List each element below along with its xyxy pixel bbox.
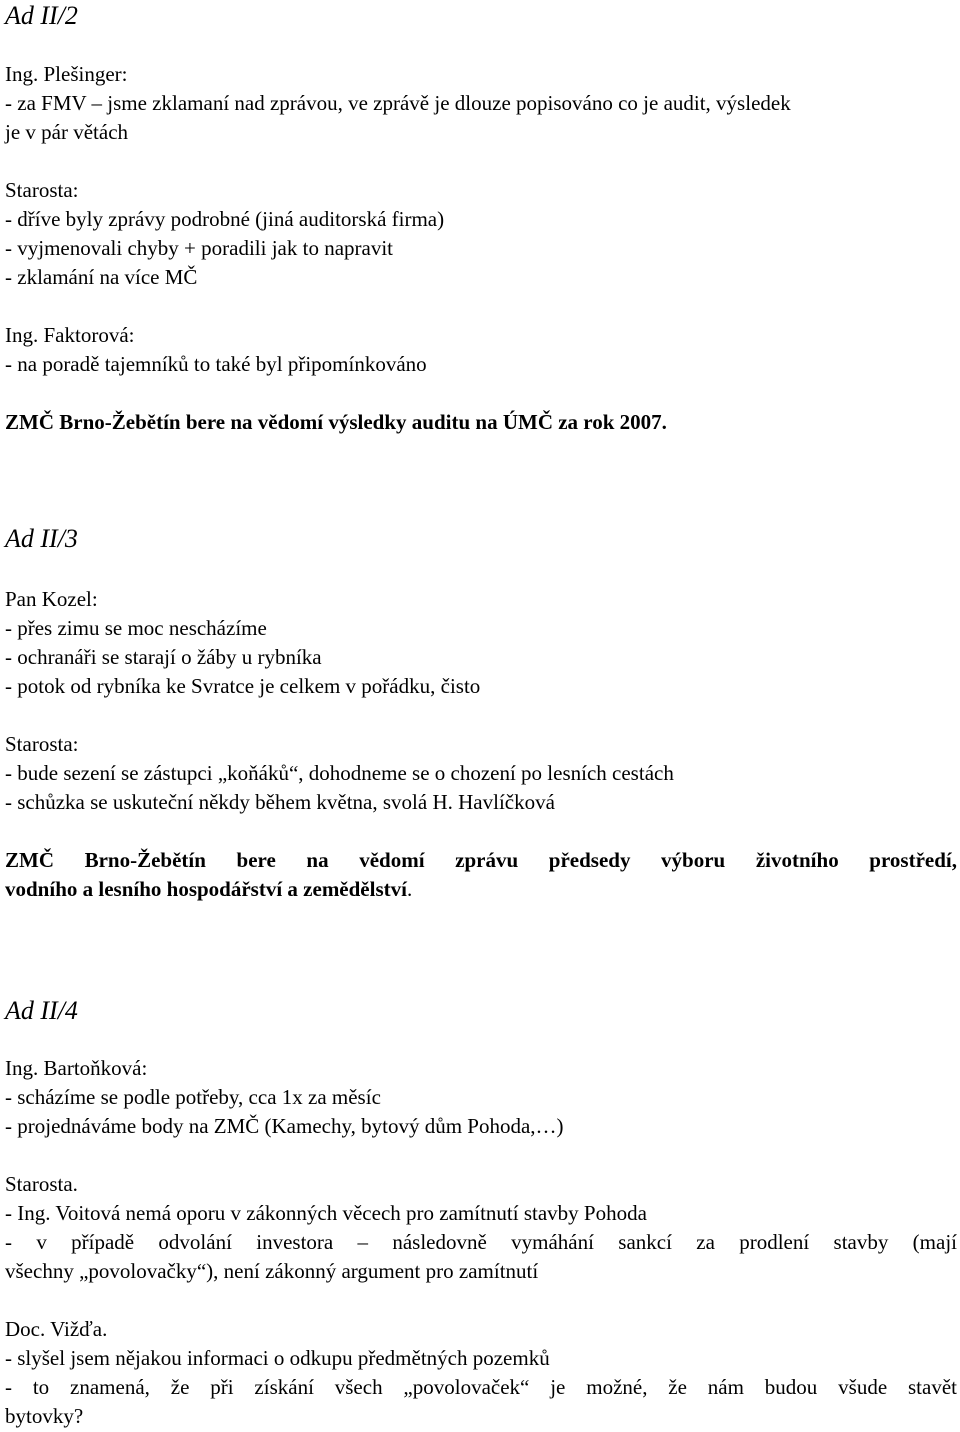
text-line: bytovky?	[5, 1404, 84, 1428]
text-line: všechny „povolovačky“), není zákonný argument pro zamítnutí	[5, 1259, 539, 1283]
text-line: - ochranáři se starají o žáby u rybníka	[5, 645, 322, 669]
speaker-name: Doc. Vižďa.	[5, 1317, 108, 1341]
text-line: - scházíme se podle potřeby, cca 1x za měsíc	[5, 1085, 381, 1109]
text-line: - vyjmenovali chyby + poradili jak to napravit	[5, 236, 393, 260]
speaker-name: Starosta.	[5, 1172, 78, 1196]
text-line: je v pár větách	[5, 120, 129, 144]
speaker-name: Ing. Plešinger:	[5, 62, 128, 86]
text-line: - přes zimu se moc nescházíme	[5, 616, 267, 640]
resolution-text	[5, 875, 412, 904]
speaker-name: Pan Kozel:	[5, 587, 98, 611]
section-heading: Ad II/2	[5, 1, 78, 30]
text-line: - potok od rybníka ke Svratce je celkem v pořádku, čisto	[5, 674, 481, 698]
speaker-name: Ing. Faktorová:	[5, 323, 135, 347]
text-line: - v případě odvolání investora – následovně vymáhání sankcí za prodlení stavby (mají	[5, 1230, 957, 1254]
text-line: - dříve byly zprávy podrobné (jiná auditorská firma)	[5, 207, 445, 231]
text-line: - projednáváme body na ZMČ (Kamechy, bytový dům Pohoda,…)	[5, 1114, 564, 1138]
resolution-text-bold: vodního a lesního hospodářství a zemědělství	[5, 877, 407, 901]
section-heading: Ad II/4	[5, 996, 78, 1025]
resolution-end: .	[406, 877, 413, 901]
text-line: - bude sezení se zástupci „koňáků“, dohodneme se o chození po lesních cestách	[5, 761, 674, 785]
text-line: - zklamání na více MČ	[5, 265, 198, 289]
text-line: - to znamená, že při získání všech „povolovaček“ je možné, že nám budou všude stavět	[5, 1375, 957, 1399]
text-line: - schůzka se uskuteční někdy během května, svolá H. Havlíčková	[5, 790, 555, 814]
resolution-text: ZMČ Brno-Žebětín bere na vědomí zprávu předsedy výboru životního prostředí,	[5, 848, 957, 872]
speaker-name: Starosta:	[5, 732, 79, 756]
section-heading: Ad II/3	[5, 524, 78, 553]
speaker-name: Starosta:	[5, 178, 79, 202]
text-line: - na poradě tajemníků to také byl připomínkováno	[5, 352, 427, 376]
speaker-name: Ing. Bartoňková:	[5, 1056, 148, 1080]
resolution-text: ZMČ Brno-Žebětín bere na vědomí výsledky auditu na ÚMČ za rok 2007.	[5, 410, 667, 434]
text-line: - slyšel jsem nějakou informaci o odkupu předmětných pozemků	[5, 1346, 550, 1370]
text-line: - za FMV – jsme zklamaní nad zprávou, ve zprávě je dlouze popisováno co je audit, výsledek	[5, 91, 791, 115]
text-line: - Ing. Voitová nemá oporu v zákonných věcech pro zamítnutí stavby Pohoda	[5, 1201, 647, 1225]
